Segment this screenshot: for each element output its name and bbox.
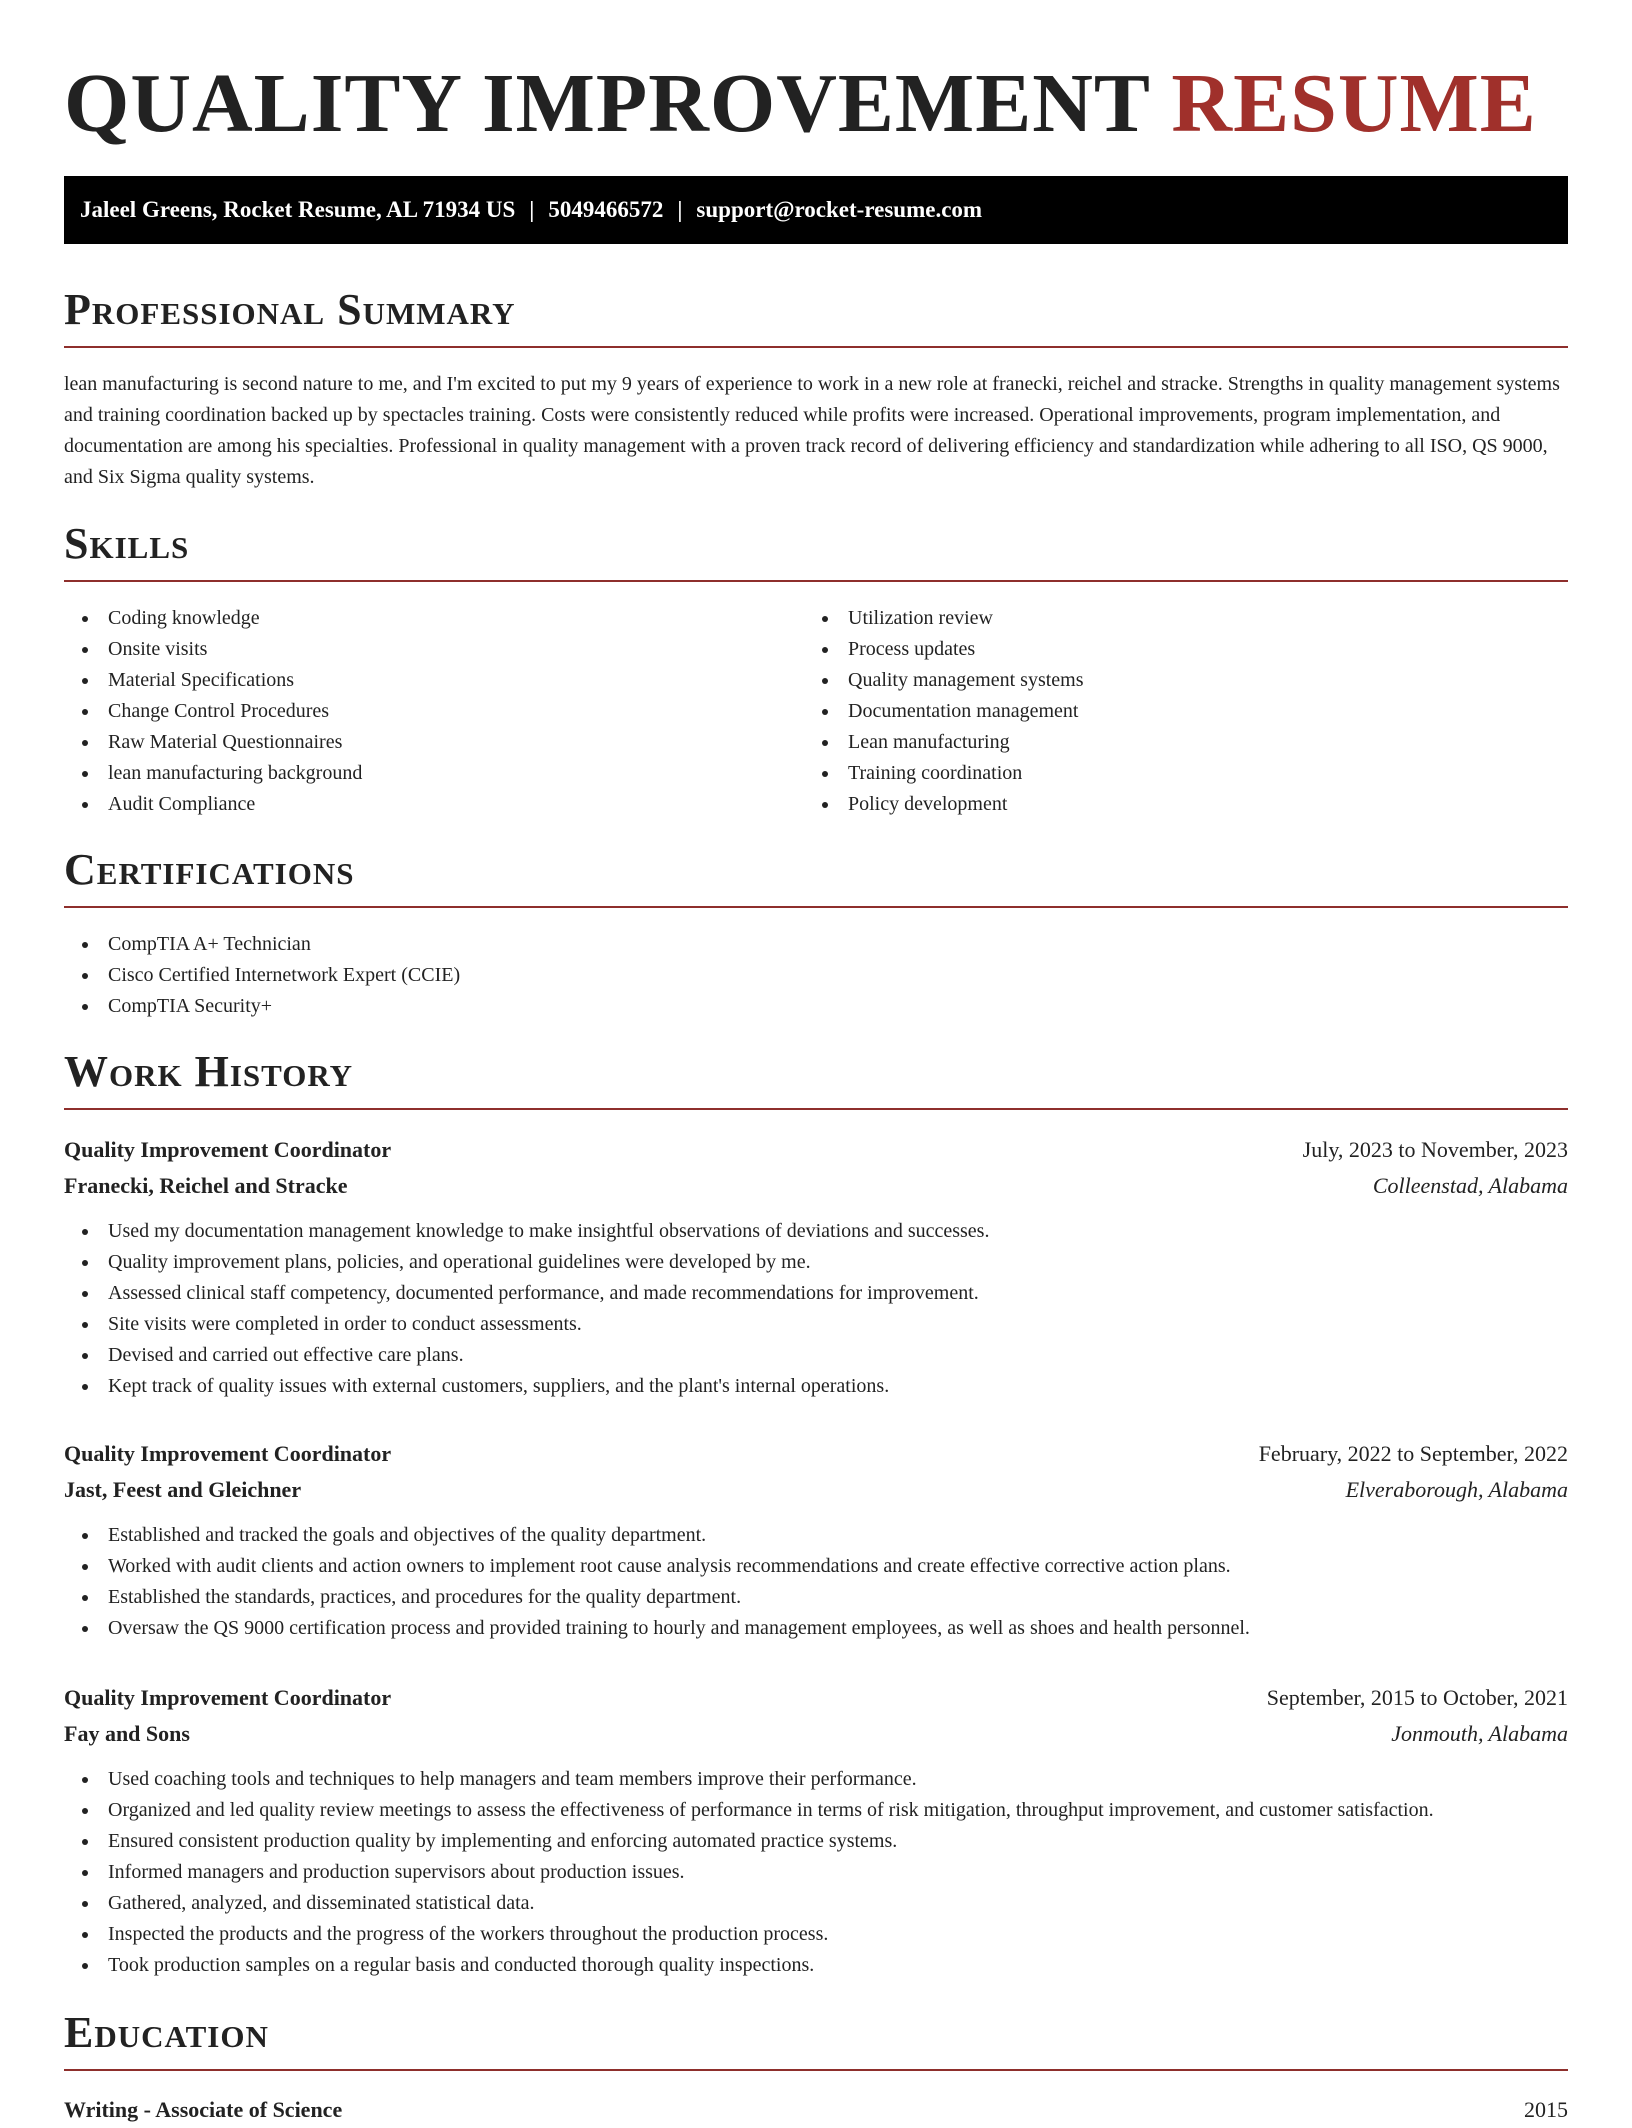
contact-bar <box>64 176 1568 244</box>
skill-item: Coding knowledge <box>64 603 804 634</box>
contact-email: support@rocket-resume.com <box>696 197 983 222</box>
job-entry <box>64 1680 1568 1981</box>
education-degree: Writing - Associate of Science <box>64 2097 343 2122</box>
certifications-list <box>64 929 1568 1022</box>
job-duty-item: Took production samples on a regular basis and conducted thorough quality inspections. <box>64 1950 1568 1981</box>
job-duty-item: Devised and carried out effective care plans. <box>64 1340 1568 1371</box>
job-duty-item: Informed managers and production supervisors about production issues. <box>64 1857 1568 1888</box>
job-duty-item: Worked with audit clients and action owners to implement root cause analysis recommendations and create effective corrective action plans. <box>64 1551 1568 1582</box>
education-year: 2015 <box>1524 2097 1568 2122</box>
skill-item: Policy development <box>804 789 1544 820</box>
education-entry <box>64 2092 1568 2128</box>
job-duties-list <box>64 1216 1568 1402</box>
job-duty-item: Inspected the products and the progress of the workers throughout the production process. <box>64 1919 1568 1950</box>
job-dates: July, 2023 to November, 2023 <box>1302 1137 1568 1162</box>
job-duty-item: Established the standards, practices, and procedures for the quality department. <box>64 1582 1568 1613</box>
contact-phone: 5049466572 <box>548 197 664 222</box>
skill-item: lean manufacturing background <box>64 758 804 789</box>
job-company-row <box>64 1716 1568 1752</box>
skill-item: Audit Compliance <box>64 789 804 820</box>
title-main: QUALITY IMPROVEMENT <box>64 57 1150 150</box>
contact-separator: | <box>677 197 683 222</box>
skill-item: Training coordination <box>804 758 1544 789</box>
job-location: Colleenstad, Alabama <box>1372 1173 1568 1198</box>
skills-heading: Skills <box>64 518 1568 582</box>
job-title: Quality Improvement Coordinator <box>64 1441 392 1466</box>
work-history-heading: Work History <box>64 1046 1568 1110</box>
skill-item: Lean manufacturing <box>804 727 1544 758</box>
job-dates: September, 2015 to October, 2021 <box>1266 1685 1568 1710</box>
certifications-heading: Certifications <box>64 844 1568 908</box>
skill-item: Onsite visits <box>64 634 804 665</box>
job-entry <box>64 1132 1568 1402</box>
contact-address: Jaleel Greens, Rocket Resume, AL 71934 US <box>80 197 516 222</box>
job-duty-item: Quality improvement plans, policies, and operational guidelines were developed by me. <box>64 1247 1568 1278</box>
job-duty-item: Kept track of quality issues with external customers, suppliers, and the plant's internal operations. <box>64 1371 1568 1402</box>
job-header-row <box>64 1680 1568 1716</box>
job-location: Elveraborough, Alabama <box>1345 1477 1568 1502</box>
title-accent: RESUME <box>1171 57 1537 150</box>
job-duty-item: Used coaching tools and techniques to help managers and team members improve their performance. <box>64 1764 1568 1795</box>
skill-item: Change Control Procedures <box>64 696 804 727</box>
skill-item: Process updates <box>804 634 1544 665</box>
job-duty-item: Ensured consistent production quality by implementing and enforcing automated practice systems. <box>64 1826 1568 1857</box>
job-duty-item: Used my documentation management knowledge to make insightful observations of deviations and successes. <box>64 1216 1568 1247</box>
job-duties-list <box>64 1520 1568 1644</box>
resume-title <box>64 56 1537 152</box>
job-header-row <box>64 1132 1568 1168</box>
education-heading: Education <box>64 2007 1568 2071</box>
contact-separator: | <box>529 197 535 222</box>
job-duty-item: Oversaw the QS 9000 certification process and provided training to hourly and management employees, as well as shoes and health personnel. <box>64 1613 1568 1644</box>
job-company: Jast, Feest and Gleichner <box>64 1477 302 1502</box>
job-duty-item: Assessed clinical staff competency, documented performance, and made recommendations for improvement. <box>64 1278 1568 1309</box>
skills-list-right <box>804 603 1544 820</box>
job-header-row <box>64 1436 1568 1472</box>
skill-item: Utilization review <box>804 603 1544 634</box>
skill-item: Material Specifications <box>64 665 804 696</box>
job-duties-list <box>64 1764 1568 1981</box>
skill-item: Raw Material Questionnaires <box>64 727 804 758</box>
job-duty-item: Gathered, analyzed, and disseminated statistical data. <box>64 1888 1568 1919</box>
job-company-row <box>64 1472 1568 1508</box>
job-title: Quality Improvement Coordinator <box>64 1137 392 1162</box>
job-entry <box>64 1436 1568 1644</box>
summary-heading: Professional Summary <box>64 284 1568 348</box>
summary-text: lean manufacturing is second nature to me, and I'm excited to put my 9 years of experience to work in a new role at franecki, reichel and stracke. Strengths in quality management systems and training coordination backed up by spectacles training. Costs were consistently reduced while profits were increased. Operational improvements, program implementation, and documentation are among his specialties. Professional in quality management with a proven track record of delivering efficiency and standardization while adhering to all ISO, QS 9000, and Six Sigma quality systems. <box>64 373 1560 488</box>
skills-list-left <box>64 603 804 820</box>
job-company: Franecki, Reichel and Stracke <box>64 1173 348 1198</box>
skill-item: Documentation management <box>804 696 1544 727</box>
job-duty-item: Established and tracked the goals and objectives of the quality department. <box>64 1520 1568 1551</box>
certification-item: CompTIA A+ Technician <box>64 929 1568 960</box>
certification-item: Cisco Certified Internetwork Expert (CCIE) <box>64 960 1568 991</box>
job-company-row <box>64 1168 1568 1204</box>
job-title: Quality Improvement Coordinator <box>64 1685 392 1710</box>
job-duty-item: Organized and led quality review meetings to assess the effectiveness of performance in terms of risk mitigation, throughput improvement, and customer satisfaction. <box>64 1795 1568 1826</box>
certification-item: CompTIA Security+ <box>64 991 1568 1022</box>
skill-item: Quality management systems <box>804 665 1544 696</box>
job-location: Jonmouth, Alabama <box>1391 1721 1568 1746</box>
job-duty-item: Site visits were completed in order to conduct assessments. <box>64 1309 1568 1340</box>
job-dates: February, 2022 to September, 2022 <box>1258 1441 1568 1466</box>
job-company: Fay and Sons <box>64 1721 190 1746</box>
